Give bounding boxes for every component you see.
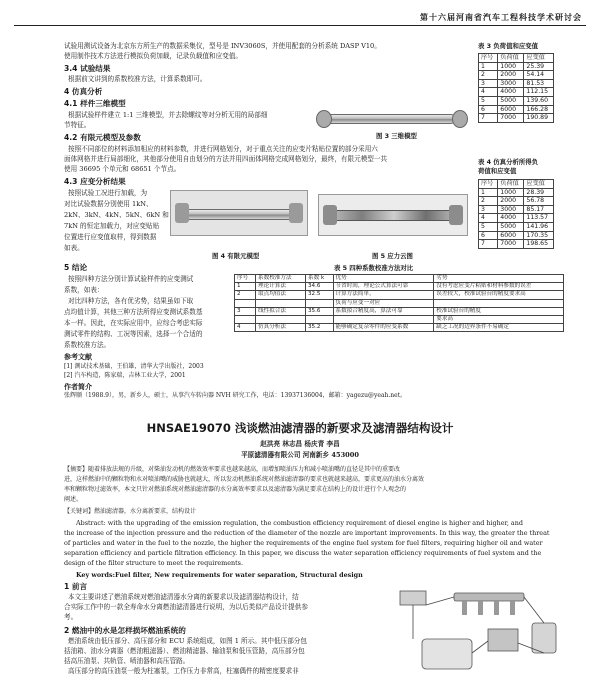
table-5-header-cell: 优势 bbox=[333, 275, 434, 283]
table-cell: 6 bbox=[479, 231, 498, 240]
section-4-3-heading: 4.3 应变分析结果 bbox=[64, 177, 126, 186]
table-cell bbox=[256, 316, 306, 324]
header-rule bbox=[14, 25, 586, 26]
section-3-4-text: 根据前文讲到的系数校准方法，计算系数即可。 bbox=[68, 75, 207, 83]
section-4-1-line-1: 根据试验样件建立 1:1 三维模型，并去除螺纹等对分析无用的局部细 bbox=[68, 111, 268, 119]
table-cell: 4 bbox=[479, 88, 498, 97]
table-5-header-cell: 系数 k bbox=[306, 275, 334, 283]
abstract-cn-line-3: 率和颗粒物过滤效率，本文只针对燃油系统对燃油滤清器的水分离效率要求以及滤清器为满足要求在结构上的设计进行个人观念的 bbox=[64, 486, 407, 493]
table-cell: 112.15 bbox=[524, 88, 554, 97]
table-5-header-cell: 序号 bbox=[235, 275, 256, 283]
table-4-header-row bbox=[479, 180, 554, 189]
table-row bbox=[479, 62, 554, 71]
table-cell: 1000 bbox=[498, 188, 524, 197]
table-5-title: 表 5 四种系数校准方法对比 bbox=[334, 264, 414, 272]
table-cell: 理论计算法 bbox=[256, 283, 306, 291]
section-4-2-line-2: 面体网格并进行局部细化，其他部分使用自由划分的方法并用四面体网格完成网格划分，最终，有限元模型一共 bbox=[64, 155, 388, 163]
section-4-3-line-1: 按照试验工况进行加载，为 bbox=[68, 189, 148, 197]
abstract-cn-line-1: 【摘要】随着排放法规的升级，对柴油发动机的燃效效率要求也越来越高，而增加喷油压力和减小喷油嘴的直径是其中的重要改 bbox=[64, 466, 401, 473]
table-cell: 5000 bbox=[498, 96, 524, 105]
article-2-authors: 赵洪亮 林志昌 杨庆青 李昌 bbox=[260, 440, 340, 448]
table-cell: 5 bbox=[479, 222, 498, 231]
keywords-en: Key words:Fuel filter, New requirements for water separation, Structural design bbox=[76, 571, 363, 579]
table-4-header-cell: 序号 bbox=[479, 180, 498, 189]
table-cell: 没有考虑应变片粘贴和材料参数的误差 bbox=[434, 283, 564, 291]
table-row bbox=[479, 114, 554, 123]
table-cell: 6000 bbox=[498, 231, 524, 240]
fuel-system-diagram bbox=[392, 585, 582, 678]
table-cell: 系数拟合精度高，算法可靠 bbox=[333, 307, 434, 315]
section-4-3-line-2: 对比试验数据分别使用 1kN、 bbox=[64, 200, 153, 208]
table-cell: 28.39 bbox=[524, 188, 554, 197]
abstract-en-line-3: of particles and water in the fuel to the nozzle, the higher the requirements of the engine fuel system for fuel filters, requiring higher oil and water bbox=[64, 539, 543, 547]
table-cell: 170.35 bbox=[524, 231, 554, 240]
table-3-header-cell: 负荷值 bbox=[498, 54, 524, 63]
running-header: 第十六届河南省汽车工程科技学术研讨会 bbox=[420, 12, 582, 22]
author-heading: 作者简介 bbox=[64, 383, 92, 391]
table-4-title-line-2: 荷值和应变值 bbox=[478, 167, 517, 175]
injector-4 bbox=[510, 601, 515, 615]
section-1-line-2: 合实际工作中的一款全寿命水分离燃油滤清器进行说明，为以后类似产品设计提供参 bbox=[64, 603, 308, 611]
table-cell: 2 bbox=[479, 197, 498, 206]
figure-4-caption: 图 4 有限元模型 bbox=[212, 252, 260, 260]
reference-1: [1] 测试技术基础，王伯雄，清华大学出版社，2003 bbox=[64, 363, 204, 370]
section-4-2-line-3: 使用 36695 个单元和 68651 个节点。 bbox=[64, 165, 181, 173]
table-5-header-cell: 系数校准方法 bbox=[256, 275, 306, 283]
table-3-title: 表 3 负荷值和应变值 bbox=[478, 42, 539, 50]
author-info: 张辉顺（1988.9），男，新乡人，硕士，从事汽车转向器 NVH 研究工作，电话：13937136004，邮箱：yagezu@yeah.net。 bbox=[64, 392, 407, 399]
table-3-header-row bbox=[479, 54, 554, 63]
fuel-tank-shape bbox=[422, 639, 472, 669]
table-cell: 4 bbox=[235, 324, 256, 332]
table-row bbox=[235, 316, 564, 324]
article-2-affiliation: 平原滤清器有限公司 河南新乡 453000 bbox=[241, 451, 359, 459]
table-cell: 4000 bbox=[498, 214, 524, 223]
table-row bbox=[479, 105, 554, 114]
table-5-header-cell: 劣势 bbox=[434, 275, 564, 283]
references-heading: 参考文献 bbox=[64, 353, 92, 361]
section-1-line-1: 本文主要讲述了燃油系统对燃油滤清器水分离的新要求以及滤清器结构设计，结 bbox=[68, 593, 299, 601]
table-cell: 校准试验台的精度 bbox=[434, 307, 564, 315]
common-rail-shape bbox=[454, 593, 524, 601]
section-2-heading: 2 燃油中的水是怎样损坏燃油系统的 bbox=[64, 626, 186, 635]
table-cell bbox=[306, 299, 334, 307]
section-5-line-4: 点均值计算，其他三种方法所得应变测试系数基 bbox=[64, 308, 203, 316]
table-cell: 35.2 bbox=[306, 324, 334, 332]
table-row bbox=[479, 231, 554, 240]
joint-left bbox=[316, 110, 332, 128]
section-2-line-3: 括高压油泵、共轨管、喷油器和高压管路。 bbox=[64, 657, 190, 665]
table-cell: 6 bbox=[479, 105, 498, 114]
abstract-cn-line-2: 进，这样燃油中的颗粒物和水对喷油嘴的威胁也就越大，所以发动机燃油系统对燃油滤清器的要求也就越来越高，要求更高的油水分离效 bbox=[64, 476, 425, 483]
table-cell: 取点均值法 bbox=[256, 291, 306, 299]
table-cell: 139.60 bbox=[524, 96, 554, 105]
table-row bbox=[479, 214, 554, 223]
table-cell bbox=[333, 316, 434, 324]
table-cell: 误差较大，校准试验台的精度要求高 bbox=[434, 291, 564, 299]
figure-4-image bbox=[170, 190, 308, 236]
table-row bbox=[479, 240, 554, 249]
table-cell: 1 bbox=[479, 188, 498, 197]
table-row bbox=[479, 88, 554, 97]
table-4-header-cell: 应变值 bbox=[524, 180, 554, 189]
table-cell bbox=[235, 299, 256, 307]
figure-5-image bbox=[318, 194, 468, 236]
abstract-cn-line-4: 阐述。 bbox=[64, 496, 83, 503]
injector-2 bbox=[478, 601, 483, 615]
table-cell: 2 bbox=[479, 71, 498, 80]
abstract-en-line-1: Abstract: with the upgrading of the emission regulation, the combustion efficiency requirement of diesel engine is higher and higher, and bbox=[76, 519, 523, 527]
table-cell: 1 bbox=[235, 283, 256, 291]
table-cell: 190.89 bbox=[524, 114, 554, 123]
table-cell: 3 bbox=[479, 205, 498, 214]
table-cell: 4000 bbox=[498, 88, 524, 97]
section-2-line-4: 高压部分的高压油泵一般为柱塞泵，工作压力非常高，柱塞偶件的精密度要求非 bbox=[68, 667, 299, 675]
table-cell: 缺乏工况的边界条件不易确定 bbox=[434, 324, 564, 332]
table-cell: 34.6 bbox=[306, 283, 334, 291]
table-cell: 负荷与应变一对应 bbox=[333, 299, 434, 307]
table-cell: 7 bbox=[479, 240, 498, 249]
section-4-1-heading: 4.1 样件三维模型 bbox=[64, 99, 126, 108]
section-4-3-line-5: 位置进行应变值取样，得到数据 bbox=[64, 233, 157, 241]
table-cell: 1000 bbox=[498, 62, 524, 71]
section-1-heading: 1 前言 bbox=[64, 582, 88, 591]
table-row bbox=[479, 197, 554, 206]
table-cell: 计算方法简单， bbox=[333, 291, 434, 299]
table-cell: 7 bbox=[479, 114, 498, 123]
fem-joint-right bbox=[289, 203, 303, 223]
rod-shape bbox=[324, 114, 456, 124]
table-cell bbox=[434, 299, 564, 307]
fem-joint-left bbox=[175, 203, 189, 223]
table-row bbox=[479, 96, 554, 105]
section-5-line-5: 本一样。因此，在实际应用中，应综合考虑实际 bbox=[64, 319, 203, 327]
section-4-3-line-6: 如表。 bbox=[64, 244, 84, 252]
table-cell: 3000 bbox=[498, 205, 524, 214]
table-4-title-line-1: 表 4 仿真分析所得负 bbox=[478, 158, 539, 166]
table-cell bbox=[256, 299, 306, 307]
table-3-header-cell: 序号 bbox=[479, 54, 498, 63]
table-row bbox=[479, 79, 554, 88]
table-cell: 节省时间，理论公式算法可靠 bbox=[333, 283, 434, 291]
table-cell: 81.53 bbox=[524, 79, 554, 88]
stress-rod bbox=[329, 210, 459, 221]
table-cell: 166.28 bbox=[524, 105, 554, 114]
injector-3 bbox=[494, 601, 499, 615]
table-cell: 3 bbox=[479, 79, 498, 88]
table-cell: 要求高 bbox=[434, 316, 564, 324]
fem-rod bbox=[181, 209, 299, 220]
article-2-title: HNSAE19070 浅谈燃油滤清器的新要求及滤清器结构设计 bbox=[146, 421, 454, 435]
figure-3-caption: 图 3 三维模型 bbox=[376, 132, 417, 140]
table-cell: 25.39 bbox=[524, 62, 554, 71]
table-cell: 线性拟合法 bbox=[256, 307, 306, 315]
section-5-line-6: 测试零件的结构、工况等因素，选择一个合适的 bbox=[64, 330, 203, 338]
table-cell: 85.17 bbox=[524, 205, 554, 214]
section-5-heading: 5 结论 bbox=[64, 263, 88, 272]
table-3 bbox=[478, 53, 554, 123]
table-cell: 2000 bbox=[498, 71, 524, 80]
section-4-3-line-3: 2kN、3kN、4kN、5kN、6kN 和 bbox=[64, 211, 169, 219]
section-2-line-1: 燃油系统由低压部分、高压部分和 ECU 系统组成，如图 1 所示。其中低压部分包 bbox=[68, 637, 307, 645]
table-row bbox=[479, 205, 554, 214]
table-cell: 35.6 bbox=[306, 307, 334, 315]
figure-3-image bbox=[316, 108, 466, 128]
table-row bbox=[235, 283, 564, 291]
section-4-1-line-2: 节特征。 bbox=[64, 121, 91, 129]
pump-shape bbox=[488, 629, 518, 651]
table-4 bbox=[478, 179, 554, 249]
table-row bbox=[479, 71, 554, 80]
section-4-3-line-4: 7kN 的恒定加载力，对应变贴贴 bbox=[64, 222, 160, 230]
abstract-en-line-4: separation efficiency and particle filtration efficiency. In this paper, we discuss the water separation efficiency requirements of fuel system and the bbox=[64, 549, 542, 557]
table-cell: 32.5 bbox=[306, 291, 334, 299]
table-cell: 4 bbox=[479, 214, 498, 223]
filter-shape bbox=[532, 623, 556, 653]
joint-right bbox=[452, 110, 468, 128]
table-cell bbox=[235, 316, 256, 324]
section-2-line-2: 括油箱、油水分离器（燃油粗滤器）、燃油精滤器、输油泵和低压管路，高压部分包 bbox=[64, 647, 305, 655]
keywords-cn: 【关键词】燃油滤清器，水分离新要求，结构设计 bbox=[64, 508, 197, 515]
table-cell: 仿真分析法 bbox=[256, 324, 306, 332]
table-cell: 2000 bbox=[498, 197, 524, 206]
section-3-4-heading: 3.4 试验结果 bbox=[64, 64, 111, 73]
table-cell: 56.78 bbox=[524, 197, 554, 206]
table-5-header-row bbox=[235, 275, 564, 283]
section-5-line-3: 对比四种方法，各有优劣势，结果虽如下取 bbox=[68, 297, 194, 305]
section-4-2-heading: 4.2 有限元模型及参数 bbox=[64, 133, 141, 142]
table-cell: 7000 bbox=[498, 240, 524, 249]
intro-line-2: 使用制作技术方法进行模拟负荷加载，记录负载值和应变值。 bbox=[64, 52, 243, 60]
table-row bbox=[235, 324, 564, 332]
table-cell: 1 bbox=[479, 62, 498, 71]
table-cell: 198.65 bbox=[524, 240, 554, 249]
abstract-en-line-5: design of the filter structure to meet the requirements. bbox=[64, 559, 243, 567]
section-1-line-3: 考。 bbox=[64, 613, 78, 621]
table-5 bbox=[234, 274, 564, 332]
table-cell: 5000 bbox=[498, 222, 524, 231]
section-5-line-2: 系数，如表： bbox=[64, 286, 104, 294]
abstract-en-line-2: the increase of the injection pressure and the reduction of the diameter of the nozzle are important improvements. In this way, the greater the threat bbox=[64, 529, 550, 537]
figure-5-caption: 图 5 应力云图 bbox=[372, 252, 413, 260]
table-cell: 能够确定复杂零件的应变系数 bbox=[333, 324, 434, 332]
table-row bbox=[235, 307, 564, 315]
reference-2: [2] 汽车构造，陈家瑞，吉林工业大学，2001 bbox=[64, 372, 186, 379]
table-row bbox=[235, 291, 564, 299]
table-cell bbox=[306, 316, 334, 324]
table-row bbox=[235, 299, 564, 307]
section-5-line-7: 系数校准方法。 bbox=[64, 341, 111, 349]
intro-line-1: 试验用测试设备为北京东方所生产的数据采集仪，型号是 INV3060S，并使用配套的分析系统 DASP V10。 bbox=[64, 42, 381, 50]
fuel-system-diagram-svg bbox=[392, 585, 582, 678]
table-cell: 6000 bbox=[498, 105, 524, 114]
table-4-header-cell: 负荷值 bbox=[498, 180, 524, 189]
section-4-2-line-1: 按照不同部位的材料添加相应的材料参数，并进行网格划分，对于重点关注的应变片粘贴位置的部分采用六 bbox=[68, 145, 378, 153]
stress-joint-right bbox=[449, 205, 463, 225]
section-5-line-1: 按照四种方法分别计算试验样件的应变测试 bbox=[68, 275, 194, 283]
table-cell: 113.57 bbox=[524, 214, 554, 223]
table-row bbox=[479, 222, 554, 231]
table-cell: 2 bbox=[235, 291, 256, 299]
table-cell: 5 bbox=[479, 96, 498, 105]
injector-1 bbox=[462, 601, 467, 615]
ecu-box bbox=[400, 591, 426, 605]
table-cell: 7000 bbox=[498, 114, 524, 123]
table-row bbox=[479, 188, 554, 197]
section-4-heading: 4 仿真分析 bbox=[64, 87, 103, 96]
table-cell: 3 bbox=[235, 307, 256, 315]
table-cell: 3000 bbox=[498, 79, 524, 88]
table-3-header-cell: 应变值 bbox=[524, 54, 554, 63]
table-cell: 141.96 bbox=[524, 222, 554, 231]
table-cell: 54.14 bbox=[524, 71, 554, 80]
stress-joint-left bbox=[323, 205, 337, 225]
